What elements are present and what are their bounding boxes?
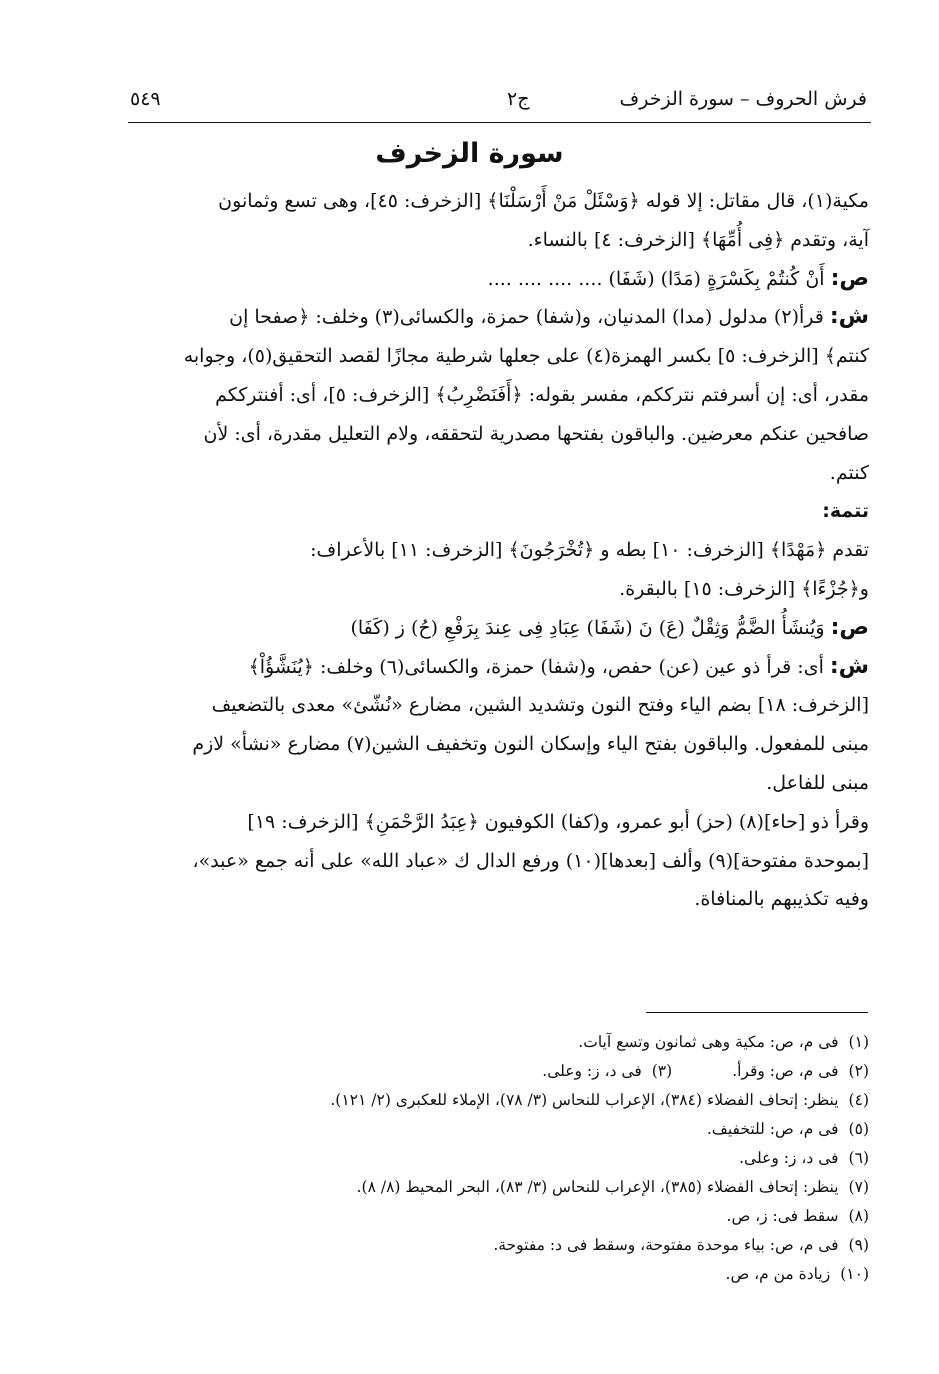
footnote	[160, 1260, 869, 1289]
commentary-label: ش:	[829, 304, 869, 330]
footnote-number: (٥)	[848, 1120, 869, 1138]
footnote	[160, 1202, 869, 1231]
intro-line: آية، وتقدم ﴿فِى أُمِّهَا﴾ [الزخرف: ٤] بالنساء.	[527, 228, 869, 251]
footnote-number: (٢)	[848, 1062, 869, 1080]
running-header	[128, 82, 871, 123]
footnote-number: (٩)	[848, 1236, 869, 1254]
footnote-number: (٤)	[848, 1091, 869, 1109]
commentary-text: أى: قرأ ذو عين (عن) حفص، و(شفا) حمزة، والكسائى(٦) وخلف: ﴿يُنَشَّؤُاْ﴾	[248, 655, 824, 678]
paragraph-line: [بموحدة مفتوحة](٩) وألف [بعدها](١٠) ورفع الدال ك «عباد الله» على أنه جمع «عبد»،	[192, 849, 869, 872]
commentary-line: مبنى للفاعل.	[766, 771, 869, 794]
footnotes	[160, 1028, 869, 1289]
tatimma-heading: تتمة:	[822, 500, 869, 523]
verse-text: وَيُنشَأُ الضَّمُّ وَثِقْلٌ (عَ) نَ (شَفَا) عِبَادِ فِى عِندَ بِرَفْعِ (حُ) ز (كَفَا)	[350, 616, 825, 639]
footnote-text: فى د، ز: وعلى.	[739, 1149, 839, 1167]
commentary-line: كنتم﴾ [الزخرف: ٥] بكسر الهمزة(٤) على جعلها شرطية مجازًا لقصد التحقيق(٥)، وجوابه	[183, 345, 869, 368]
footnote-number: (١)	[848, 1033, 869, 1051]
footnote-text: فى م، ص: وقرأ.	[732, 1062, 839, 1080]
footnote-number: (٧)	[848, 1178, 869, 1196]
footnote	[160, 1173, 869, 1202]
commentary-line: صافحين عنكم معرضين. والباقون بفتحها مصدرية لتحققه، ولام التعليل مقدرة، أى: لأن	[203, 422, 869, 445]
commentary-line: [الزخرف: ١٨] بضم الياء وفتح النون وتشديد الشين، مضارع «نُشّئ» معدى بالتضعيف	[211, 694, 869, 717]
footnote-number: (٣)	[651, 1062, 673, 1080]
main-text	[128, 182, 869, 919]
verse-line	[128, 609, 869, 648]
footnote-text: فى م، ص: مكية وهى ثمانون وتسع آيات.	[578, 1033, 839, 1051]
commentary-line: مقدر، أى: إن أسرفتم نترككم، مفسر بقوله: ﴿أَفَنَضْرِبُ﴾ [الزخرف: ٥]، أى: أفنترككم	[215, 383, 869, 406]
footnote-number: (٨)	[848, 1207, 869, 1225]
footnote	[160, 1115, 869, 1144]
footnote	[160, 1231, 869, 1260]
footnote-divider	[646, 1012, 868, 1013]
header-title: فرش الحروف – سورة الزخرف	[619, 88, 867, 110]
footnote-text: ينظر: إتحاف الفضلاء (٣٨٥)، الإعراب للنحاس (٣/ ٨٣)، البحر المحيط (٨/ ٨).	[356, 1178, 839, 1196]
commentary-line: مبنى للمفعول. والباقون بفتح الياء وإسكان النون وتخفيف الشين(٧) مضارع «نشأ» لازم	[192, 733, 869, 756]
verse-text: أَنْ كُنتُمْ بِكَسْرَةٍ (مَدًا) (شَفَا) .... .... .... ....	[487, 267, 825, 290]
tatimma-line: تقدم ﴿مَهْدًا﴾ [الزخرف: ١٠] بطه و ﴿تُخْرَجُونَ﴾ [الزخرف: ١١] بالأعراف:	[310, 539, 869, 562]
footnote-number: (٦)	[848, 1149, 869, 1167]
commentary-line: كنتم.	[829, 461, 869, 484]
footnote-text: سقط فى: ز، ص.	[726, 1207, 839, 1225]
verse-label: ص:	[830, 265, 869, 291]
footnote-text: فى م، ص: بياء موحدة مفتوحة، وسقط فى د: مفتوحة.	[493, 1236, 839, 1254]
footnote-text: فى م، ص: للتخفيف.	[706, 1120, 839, 1138]
paragraph-line: وقرأ ذو [حاء](٨) (حز) أبو عمرو، و(كفا) الكوفيون ﴿عِبَدُ الرَّحْمَنِ﴾ [الزخرف: ١٩]	[247, 810, 869, 833]
footnote	[160, 1086, 869, 1115]
intro-line: مكية(١)، قال مقاتل: إلا قوله ﴿وَسْئَلْ مَنْ أَرْسَلْنَا﴾ [الزخرف: ٤٥]، وهى تسع وثمانون	[218, 190, 869, 212]
commentary-text: قرأ(٢) مدلول (مدا) المدنيان، و(شفا) حمزة، والكسائى(٣) وخلف: ﴿صفحا إن	[229, 306, 824, 329]
footnote-text: زيادة من م، ص.	[725, 1265, 831, 1283]
footnote-text: فى د، ز: وعلى.	[542, 1062, 642, 1080]
commentary-line	[128, 648, 869, 687]
page-number: ٥٤٩	[130, 88, 161, 110]
footnote	[160, 1144, 869, 1173]
verse-line	[128, 260, 869, 299]
volume-number: ج٢	[507, 88, 530, 110]
footnote	[160, 1057, 869, 1086]
footnote-number: (١٠)	[840, 1265, 869, 1283]
footnote	[160, 1028, 869, 1057]
tatimma-line: و﴿جُزْءًا﴾ [الزخرف: ١٥] بالبقرة.	[619, 577, 869, 600]
paragraph-line: وفيه تكذيبهم بالمنافاة.	[694, 888, 869, 911]
verse-label: ص:	[830, 614, 869, 640]
commentary-label: ش:	[829, 653, 869, 679]
commentary-line	[128, 298, 869, 337]
surah-title: سورة الزخرف	[375, 138, 564, 169]
footnote-text: ينظر: إتحاف الفضلاء (٣٨٤)، الإعراب للنحاس (٣/ ٧٨)، الإملاء للعكبرى (٢/ ١٢١).	[330, 1091, 839, 1109]
